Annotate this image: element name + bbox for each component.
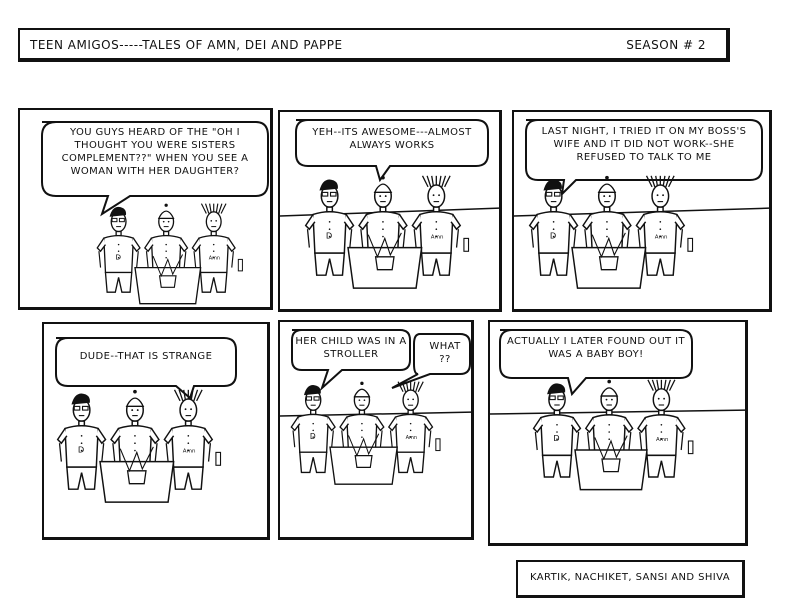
characters-group [97,204,242,304]
characters-group [58,390,221,502]
characters-group [306,176,469,288]
speech-bubble-3: LAST NIGHT, I TRIED IT ON MY BOSS'S WIFE AND IT DID NOT WORK--SHE REFUSED TO TALK TO ME [541,126,747,163]
characters-group [291,382,440,484]
svg-text:D: D [115,252,122,262]
svg-text:Amn: Amn [430,234,444,241]
svg-text:D: D [553,433,560,443]
comic-panel-6 [488,320,748,546]
speech-bubble-1: YOU GUYS HEARD OF THE "OH I THOUGHT YOU WERE SISTERS COMPLEMENT??" WHEN YOU SEE A WOMAN WITH HER DAUGHTER? [61,127,249,177]
svg-text:Amn: Amn [182,448,196,455]
svg-text:Amn: Amn [405,434,418,441]
comic-panel-5 [278,320,474,540]
credits-box [516,560,745,598]
credits-text: KARTIK, NACHIKET, SANSI AND SHIVA [530,572,730,583]
speech-bubble-4: DUDE--THAT IS STRANGE [79,351,213,362]
season-label: SEASON # 2 [626,38,706,52]
speech-bubble-5b: WHAT ?? [429,341,461,365]
characters-group [534,380,693,490]
comic-title: TEEN AMIGOS-----TALES OF AMN, DEI AND PAPPE [30,38,343,52]
comic-title-bar [18,28,730,62]
comic-panel-4 [42,322,270,540]
comic-panel-1 [18,108,273,310]
comic-panel-3 [512,110,772,312]
svg-text:Amn: Amn [654,234,668,241]
svg-text:Amn: Amn [208,255,221,262]
speech-bubble-2: YEH--ITS AWESOME---ALMOST ALWAYS WORKS [312,127,472,151]
speech-bubble-6: ACTUALLY I LATER FOUND OUT IT WAS A BABY BOY! [506,336,685,360]
svg-text:D: D [549,230,557,241]
svg-text:D: D [77,444,85,455]
comic-panel-2 [278,110,502,312]
svg-text:Amn: Amn [656,437,669,443]
speech-bubble-5a: HER CHILD WAS IN A STROLLER [295,336,407,360]
svg-text:D: D [309,431,316,441]
svg-text:D: D [325,230,333,241]
characters-group [530,176,693,288]
